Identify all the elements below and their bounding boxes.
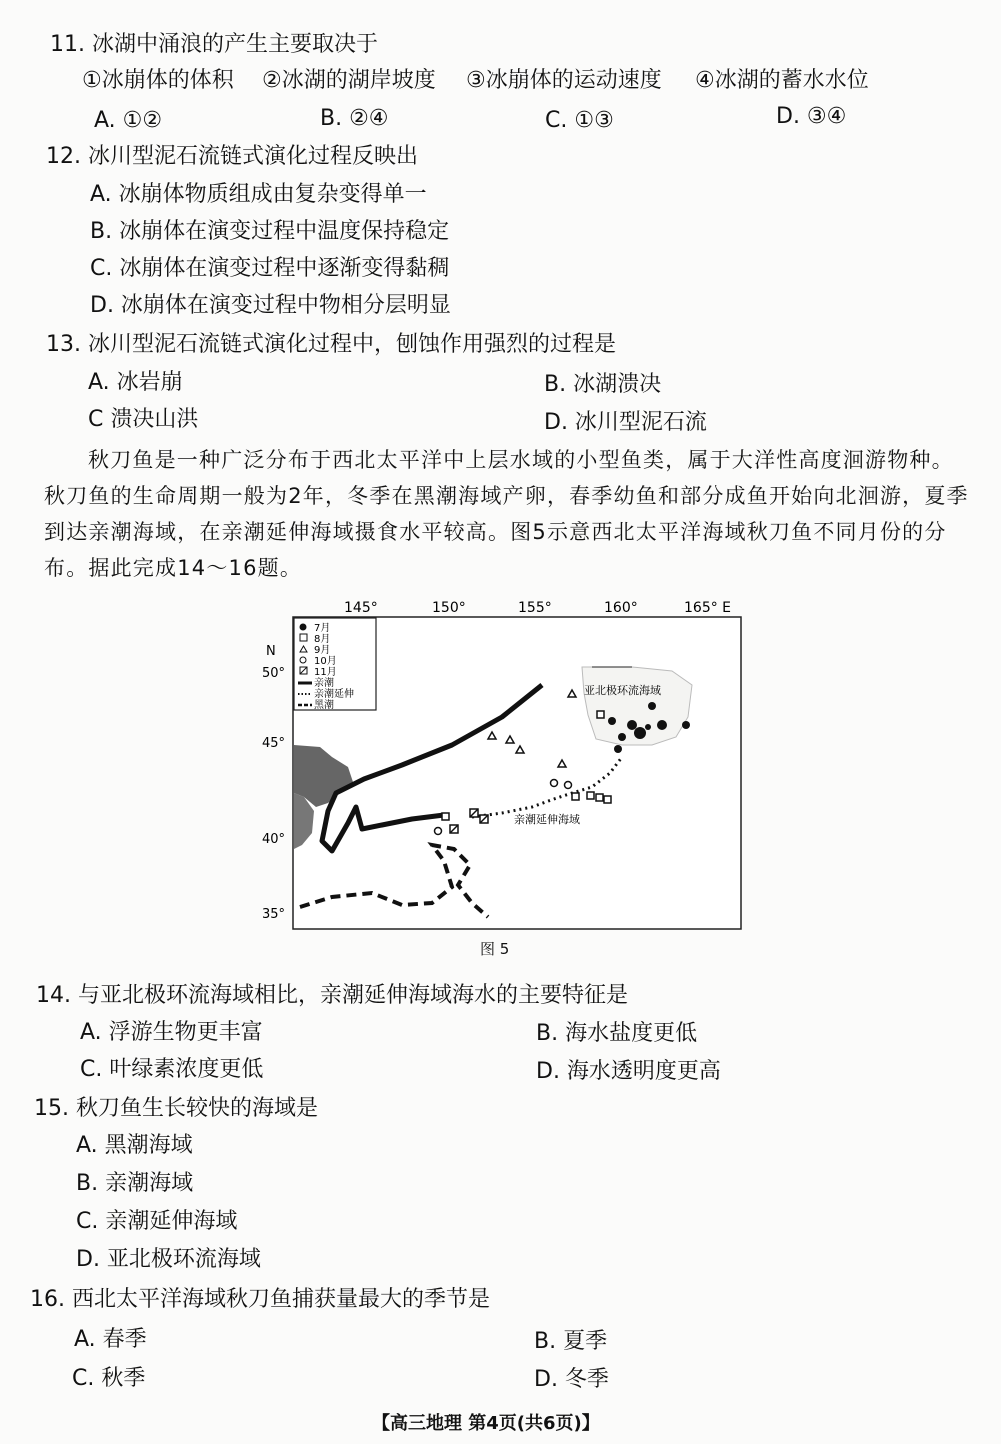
q11-item-3: ③冰崩体的运动速度 [466,68,662,93]
legend-kuroshio: 黑潮 [314,700,334,711]
legend-oyashio-extension: 亲潮延伸 [314,689,354,700]
q15-option-b[interactable]: B. 亲潮海域 [76,1171,194,1196]
passage-line-2: 秋刀鱼的生命周期一般为2年，冬季在黑潮海域产卵，春季幼鱼和部分成鱼开始向北洄游，夏季 [44,484,969,508]
legend-november: 11月 [314,667,337,678]
label-oyashio-extension: 亲潮延伸海域 [514,813,580,826]
q15-option-d[interactable]: D. 亚北极环流海域 [76,1247,261,1272]
q16-option-c[interactable]: C. 秋季 [72,1366,146,1391]
lat-label-35: 35° [262,907,286,922]
lat-label-50: 50° [262,666,286,681]
q12-option-d[interactable]: D. 冰崩体在演变过程中物相分层明显 [90,293,451,318]
q12-option-a[interactable]: A. 冰崩体物质组成由复杂变得单一 [90,182,427,207]
q15-option-c[interactable]: C. 亲潮延伸海域 [76,1209,238,1234]
q16-option-b[interactable]: B. 夏季 [534,1329,608,1354]
lat-label-45: 45° [262,736,286,751]
q11-option-c[interactable]: C. ①③ [545,108,614,133]
passage-line-1: 秋刀鱼是一种广泛分布于西北太平洋中上层水域的小型鱼类，属于大洋性高度洄游物种。 [88,448,954,472]
q14-option-b[interactable]: B. 海水盐度更低 [536,1021,698,1046]
q11-item-1: ①冰崩体的体积 [82,68,234,93]
q14-stem: 14. 与亚北极环流海域相比，亲潮延伸海域海水的主要特征是 [36,983,628,1008]
q11-option-a[interactable]: A. ①② [94,108,163,133]
q14-option-d[interactable]: D. 海水透明度更高 [536,1059,721,1084]
q11-stem: 11. 冰湖中涌浪的产生主要取决于 [50,32,378,57]
lon-label-155: 155° [518,600,552,616]
q14-option-a[interactable]: A. 浮游生物更丰富 [80,1020,263,1045]
q13-option-b[interactable]: B. 冰湖溃决 [544,372,662,397]
passage-line-4: 布。据此完成14～16题。 [44,556,303,580]
q11-option-b[interactable]: B. ②④ [320,106,389,131]
lon-label-150: 150° [432,600,466,616]
figure-5-map [262,597,742,932]
q12-stem: 12. 冰川型泥石流链式演化过程反映出 [46,144,418,169]
page-footer: 【高三地理 第4页(共6页)】 [372,1413,600,1434]
q13-option-a[interactable]: A. 冰岩崩 [88,370,183,395]
q11-item-2: ②冰湖的湖岸坡度 [262,68,436,93]
q12-option-b[interactable]: B. 冰崩体在演变过程中温度保持稳定 [90,219,450,244]
q14-option-c[interactable]: C. 叶绿素浓度更低 [80,1057,264,1082]
legend-july: 7月 [314,623,331,634]
legend-october-icon [300,657,306,663]
legend-september: 9月 [314,645,331,656]
q15-option-a[interactable]: A. 黑潮海域 [76,1133,193,1158]
q13-option-c[interactable]: C 溃决山洪 [88,407,199,432]
legend-july-icon [300,624,307,631]
q13-stem: 13. 冰川型泥石流链式演化过程中，刨蚀作用强烈的过程是 [46,332,616,357]
q16-option-d[interactable]: D. 冬季 [534,1367,609,1392]
passage-line-3: 到达亲潮海域，在亲潮延伸海域摄食水平较高。图5示意西北太平洋海域秋刀鱼不同月份的分 [44,520,947,544]
figure-caption: 图 5 [480,940,510,958]
legend-october: 10月 [314,656,337,667]
legend-august-icon [300,634,307,641]
lon-label-165: 165° E [684,600,732,616]
label-subarctic-gyre: 亚北极环流海域 [584,684,661,697]
q11-option-d[interactable]: D. ③④ [776,104,847,129]
q12-option-c[interactable]: C. 冰崩体在演变过程中逐渐变得黏稠 [90,256,450,281]
north-label: N [266,644,276,659]
q11-item-4: ④冰湖的蓄水水位 [695,68,869,93]
q16-option-a[interactable]: A. 春季 [74,1327,147,1352]
legend-august: 8月 [314,634,331,645]
lat-label-40: 40° [262,832,286,847]
q13-option-d[interactable]: D. 冰川型泥石流 [544,410,707,435]
passage [44,442,974,586]
lon-label-145: 145° [344,600,378,616]
q16-stem: 16. 西北太平洋海域秋刀鱼捕获量最大的季节是 [30,1287,490,1312]
q15-stem: 15. 秋刀鱼生长较快的海域是 [34,1096,318,1121]
legend-oyashio: 亲潮 [314,678,334,689]
lon-label-160: 160° [604,600,638,616]
